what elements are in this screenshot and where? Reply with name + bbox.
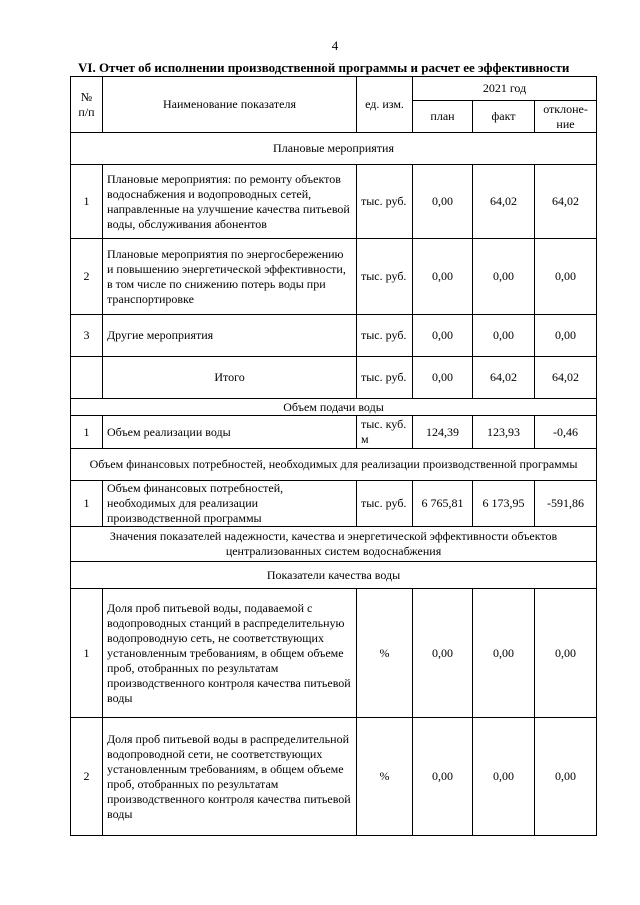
- row-plan: 0,00: [413, 315, 473, 357]
- row-unit: тыс. руб.: [357, 239, 413, 315]
- row-name: Другие мероприятия: [103, 315, 357, 357]
- row-unit: тыс. руб.: [357, 315, 413, 357]
- header-num: № п/п: [71, 77, 103, 133]
- header-fact: факт: [473, 101, 535, 133]
- row-num: 1: [71, 416, 103, 449]
- table-row: [71, 315, 597, 357]
- row-fact: 0,00: [473, 718, 535, 836]
- row-unit: тыс. руб.: [357, 165, 413, 239]
- table-row: [71, 718, 597, 836]
- page-number: 4: [331, 38, 339, 53]
- row-fact: 123,93: [473, 416, 535, 449]
- header-name: Наименование показателя: [103, 77, 357, 133]
- report-table: [70, 76, 597, 836]
- section-finance: Объем финансовых потребностей, необходимых для реализации производственной программы: [71, 449, 597, 481]
- row-fact: 0,00: [473, 239, 535, 315]
- row-name: Доля проб питьевой воды в распределительной водопроводной сети, не соответствующих установленным требованиям, в общем объеме проб, отобранных по результатам производственного контроля качества питьевой воды: [103, 718, 357, 836]
- table-row: [71, 416, 597, 449]
- row-deviation: -591,86: [535, 481, 597, 527]
- row-plan: 0,00: [413, 589, 473, 718]
- row-name: Объем реализации воды: [103, 416, 357, 449]
- total-fact: 64,02: [473, 357, 535, 399]
- row-num: 2: [71, 239, 103, 315]
- row-deviation: 0,00: [535, 315, 597, 357]
- row-unit: %: [357, 718, 413, 836]
- header-plan: план: [413, 101, 473, 133]
- row-unit: тыс. куб. м: [357, 416, 413, 449]
- row-name: Доля проб питьевой воды, подаваемой с водопроводных станций в распределительную водопроводную сеть, не соответствующих установленным требованиям, в общем объеме проб, отобранных по результатам производственного контроля качества питьевой воды: [103, 589, 357, 718]
- row-fact: 0,00: [473, 589, 535, 718]
- row-plan: 124,39: [413, 416, 473, 449]
- header-deviation: отклоне- ние: [535, 101, 597, 133]
- row-num: 3: [71, 315, 103, 357]
- total-plan: 0,00: [413, 357, 473, 399]
- table-row: [71, 165, 597, 239]
- row-name: Плановые мероприятия по энергосбережению и повышению энергетической эффективности, в том числе по снижению потерь воды при транспортировке: [103, 239, 357, 315]
- row-num: 2: [71, 718, 103, 836]
- row-num: 1: [71, 481, 103, 527]
- row-plan: 0,00: [413, 718, 473, 836]
- row-deviation: 64,02: [535, 165, 597, 239]
- row-deviation: 0,00: [535, 239, 597, 315]
- row-fact: 0,00: [473, 315, 535, 357]
- table-row: [71, 589, 597, 718]
- total-num: [71, 357, 103, 399]
- table-row: [71, 481, 597, 527]
- row-unit: тыс. руб.: [357, 481, 413, 527]
- row-unit: %: [357, 589, 413, 718]
- total-label: Итого: [103, 357, 357, 399]
- total-unit: тыс. руб.: [357, 357, 413, 399]
- total-deviation: 64,02: [535, 357, 597, 399]
- section-supply: Объем подачи воды: [71, 399, 597, 416]
- row-fact: 64,02: [473, 165, 535, 239]
- row-name: Плановые мероприятия: по ремонту объектов водоснабжения и водопроводных сетей, направленные на улучшение качества питьевой воды, обслуживания абонентов: [103, 165, 357, 239]
- row-deviation: 0,00: [535, 718, 597, 836]
- section-quality: Показатели качества воды: [71, 562, 597, 589]
- row-plan: 6 765,81: [413, 481, 473, 527]
- header-year: 2021 год: [413, 77, 597, 101]
- row-fact: 6 173,95: [473, 481, 535, 527]
- row-num: 1: [71, 165, 103, 239]
- table-row: [71, 239, 597, 315]
- row-deviation: 0,00: [535, 589, 597, 718]
- row-num: 1: [71, 589, 103, 718]
- report-title: VI. Отчет об исполнении производственной программы и расчет ее эффективности: [78, 60, 570, 75]
- row-plan: 0,00: [413, 239, 473, 315]
- row-plan: 0,00: [413, 165, 473, 239]
- section-planned: Плановые мероприятия: [71, 133, 597, 165]
- total-row: [71, 357, 597, 399]
- header-unit: ед. изм.: [357, 77, 413, 133]
- row-deviation: -0,46: [535, 416, 597, 449]
- row-name: Объем финансовых потребностей, необходимых для реализации производственной программы: [103, 481, 357, 527]
- section-indicators: Значения показателей надежности, качества и энергетической эффективности объектов централизованных систем водоснабжения: [71, 527, 597, 562]
